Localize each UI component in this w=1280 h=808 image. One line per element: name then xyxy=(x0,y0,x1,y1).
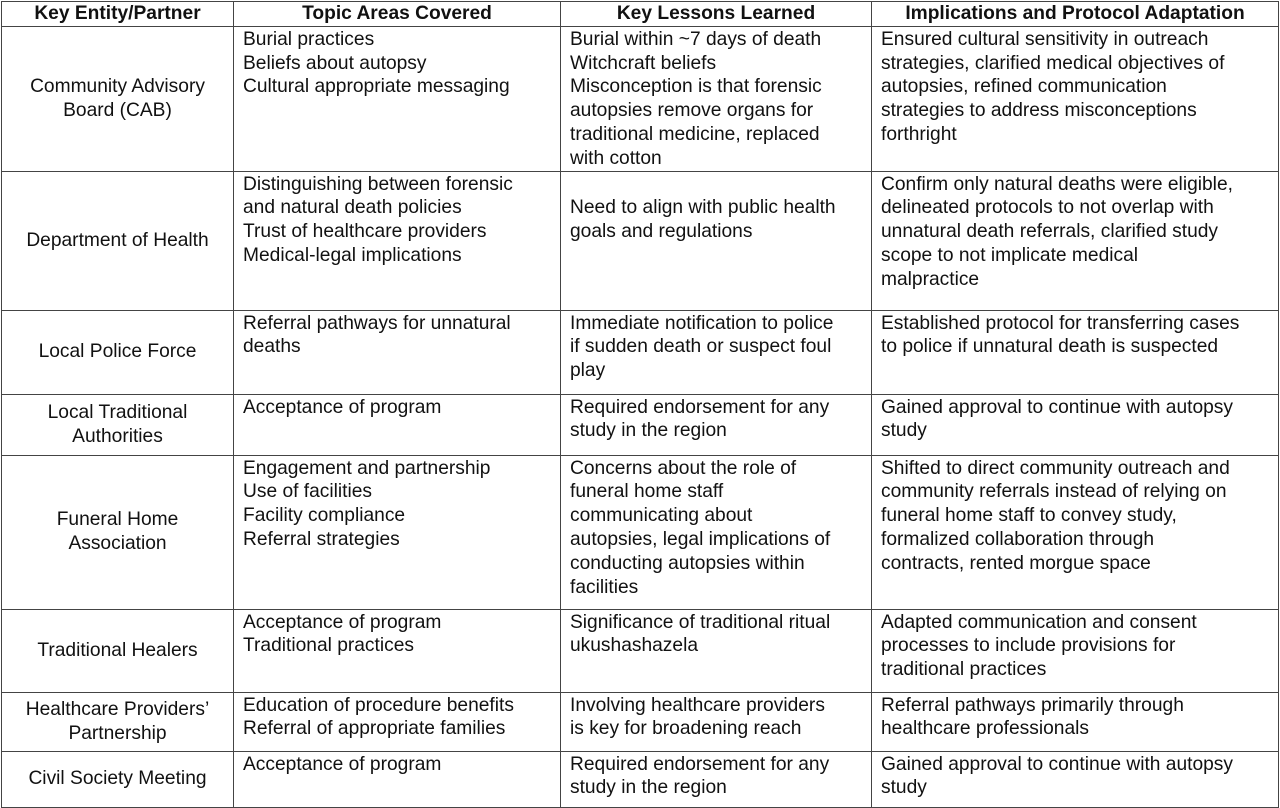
lessons-line: study in the region xyxy=(570,777,727,799)
topics-line: Acceptance of program xyxy=(243,753,442,775)
implications-cell xyxy=(872,26,1279,171)
topics-cell xyxy=(234,26,561,171)
implications-line: formalized collaboration through xyxy=(881,528,1155,550)
entity-line: Association xyxy=(68,533,167,555)
implications-line: forthright xyxy=(881,123,957,145)
entity-cell xyxy=(2,310,234,394)
table-row xyxy=(2,26,1279,171)
lessons-line: autopsies remove organs for xyxy=(570,100,814,122)
entity-cell xyxy=(2,751,234,807)
implications-line: Referral pathways primarily through xyxy=(881,694,1184,716)
entity-line: Board (CAB) xyxy=(63,99,172,121)
lessons-line: Immediate notification to police xyxy=(570,312,834,334)
lessons-line: Witchcraft beliefs xyxy=(570,52,717,74)
lessons-cell xyxy=(561,394,872,455)
entity-line: Traditional Healers xyxy=(37,639,198,661)
topics-cell xyxy=(234,455,561,609)
table-body xyxy=(2,26,1279,807)
lessons-line: goals and regulations xyxy=(570,221,753,243)
implications-line: strategies to address misconceptions xyxy=(881,100,1197,122)
topics-cell xyxy=(234,394,561,455)
entity-line: Civil Society Meeting xyxy=(28,768,207,790)
table-header xyxy=(2,2,1279,27)
topics-line: Acceptance of program xyxy=(243,611,442,633)
implications-cell xyxy=(872,171,1279,310)
protocol-adaptation-table xyxy=(1,1,1279,808)
lessons-line: Need to align with public health xyxy=(570,197,836,219)
table-row xyxy=(2,171,1279,310)
lessons-line: Significance of traditional ritual xyxy=(570,611,831,633)
lessons-line: ukushashazela xyxy=(570,635,699,657)
lessons-line: with cotton xyxy=(570,147,662,169)
implications-line: Shifted to direct community outreach and xyxy=(881,457,1230,479)
topics-line: Engagement and partnership xyxy=(243,457,491,479)
lessons-line: study in the region xyxy=(570,420,727,442)
table-row xyxy=(2,394,1279,455)
lessons-line: funeral home staff xyxy=(570,481,724,503)
entity-cell xyxy=(2,171,234,310)
lessons-line: Required endorsement for any xyxy=(570,753,830,775)
topics-line: Traditional practices xyxy=(243,635,414,657)
topics-cell xyxy=(234,609,561,692)
lessons-line: autopsies, legal implications of xyxy=(570,528,831,550)
lessons-cell xyxy=(561,751,872,807)
lessons-line: is key for broadening reach xyxy=(570,718,802,740)
topics-line: Use of facilities xyxy=(243,481,373,503)
lessons-line: Involving healthcare providers xyxy=(570,694,825,716)
entity-line: Funeral Home xyxy=(56,509,179,531)
lessons-line: Required endorsement for any xyxy=(570,396,830,418)
implications-line: study xyxy=(881,420,927,442)
topics-line: Education of procedure benefits xyxy=(243,694,514,716)
implications-line: traditional practices xyxy=(881,659,1047,681)
lessons-cell xyxy=(561,609,872,692)
topics-line: and natural death policies xyxy=(243,197,462,219)
header-row xyxy=(2,2,1279,27)
implications-cell xyxy=(872,310,1279,394)
implications-line: malpractice xyxy=(881,268,980,290)
entity-line: Community Advisory xyxy=(30,75,205,97)
implications-cell xyxy=(872,692,1279,751)
lessons-line: if sudden death or suspect foul xyxy=(570,336,832,358)
implications-cell xyxy=(872,455,1279,609)
implications-line: community referrals instead of relying on xyxy=(881,481,1227,503)
lessons-line: Concerns about the role of xyxy=(570,457,797,479)
table-row xyxy=(2,692,1279,751)
entity-cell xyxy=(2,455,234,609)
implications-line: Ensured cultural sensitivity in outreach xyxy=(881,28,1209,50)
implications-line: Established protocol for transferring cases xyxy=(881,312,1240,334)
implications-line: scope to not implicate medical xyxy=(881,244,1139,266)
implications-line: Gained approval to continue with autopsy xyxy=(881,753,1233,775)
implications-line: funeral home staff to convey study, xyxy=(881,505,1177,527)
topics-line: Referral strategies xyxy=(243,528,400,550)
topics-cell xyxy=(234,692,561,751)
implications-cell xyxy=(872,609,1279,692)
table-row xyxy=(2,310,1279,394)
topics-line: Acceptance of program xyxy=(243,396,442,418)
lessons-cell xyxy=(561,692,872,751)
topics-line: Trust of healthcare providers xyxy=(243,221,487,243)
implications-cell xyxy=(872,394,1279,455)
topics-line: Referral pathways for unnatural xyxy=(243,312,511,334)
entity-line: Local Police Force xyxy=(38,341,197,363)
implications-line: delineated protocols to not overlap with xyxy=(881,197,1214,219)
header-topics: Topic Areas Covered xyxy=(234,2,561,27)
lessons-cell xyxy=(561,171,872,310)
implications-line: healthcare professionals xyxy=(881,718,1089,740)
topics-line: Cultural appropriate messaging xyxy=(243,76,510,98)
lessons-line: traditional medicine, replaced xyxy=(570,123,820,145)
entity-cell xyxy=(2,609,234,692)
implications-line: contracts, rented morgue space xyxy=(881,552,1151,574)
topics-line: Facility compliance xyxy=(243,505,406,527)
implications-line: autopsies, refined communication xyxy=(881,76,1167,98)
entity-cell xyxy=(2,26,234,171)
topics-line: Medical-legal implications xyxy=(243,244,462,266)
lessons-line: Burial within ~7 days of death xyxy=(570,28,822,50)
implications-line: Adapted communication and consent xyxy=(881,611,1197,633)
topics-line: Beliefs about autopsy xyxy=(243,52,427,74)
lessons-cell xyxy=(561,455,872,609)
implications-line: unnatural death referrals, clarified study xyxy=(881,221,1219,243)
implications-cell xyxy=(872,751,1279,807)
topics-cell xyxy=(234,751,561,807)
table-row xyxy=(2,751,1279,807)
implications-line: strategies, clarified medical objectives of xyxy=(881,52,1225,74)
entity-line: Local Traditional xyxy=(47,401,188,423)
topics-line: Referral of appropriate families xyxy=(243,718,506,740)
lessons-cell xyxy=(561,310,872,394)
lessons-line: facilities xyxy=(570,576,639,598)
header-lessons: Key Lessons Learned xyxy=(561,2,872,27)
topics-line: Distinguishing between forensic xyxy=(243,173,513,195)
lessons-line: communicating about xyxy=(570,505,753,527)
table-row xyxy=(2,609,1279,692)
entity-line: Healthcare Providers’ xyxy=(25,698,210,720)
topics-cell xyxy=(234,310,561,394)
entity-line: Department of Health xyxy=(26,229,209,251)
lessons-line xyxy=(570,173,862,197)
implications-line: Confirm only natural deaths were eligible, xyxy=(881,173,1233,195)
table-row xyxy=(2,455,1279,609)
header-entity: Key Entity/Partner xyxy=(2,2,234,27)
implications-line: Gained approval to continue with autopsy xyxy=(881,396,1233,418)
implications-line: to police if unnatural death is suspected xyxy=(881,336,1219,358)
entity-line: Authorities xyxy=(72,425,163,447)
entity-cell xyxy=(2,692,234,751)
topics-line: deaths xyxy=(243,336,301,358)
entity-cell xyxy=(2,394,234,455)
lessons-line: play xyxy=(570,360,606,382)
lessons-line: Misconception is that forensic xyxy=(570,76,822,98)
implications-line: study xyxy=(881,777,927,799)
implications-line: processes to include provisions for xyxy=(881,635,1176,657)
header-implications: Implications and Protocol Adaptation xyxy=(872,2,1279,27)
lessons-cell xyxy=(561,26,872,171)
topics-cell xyxy=(234,171,561,310)
entity-line: Partnership xyxy=(68,722,167,744)
topics-line: Burial practices xyxy=(243,28,375,50)
lessons-line: conducting autopsies within xyxy=(570,552,805,574)
